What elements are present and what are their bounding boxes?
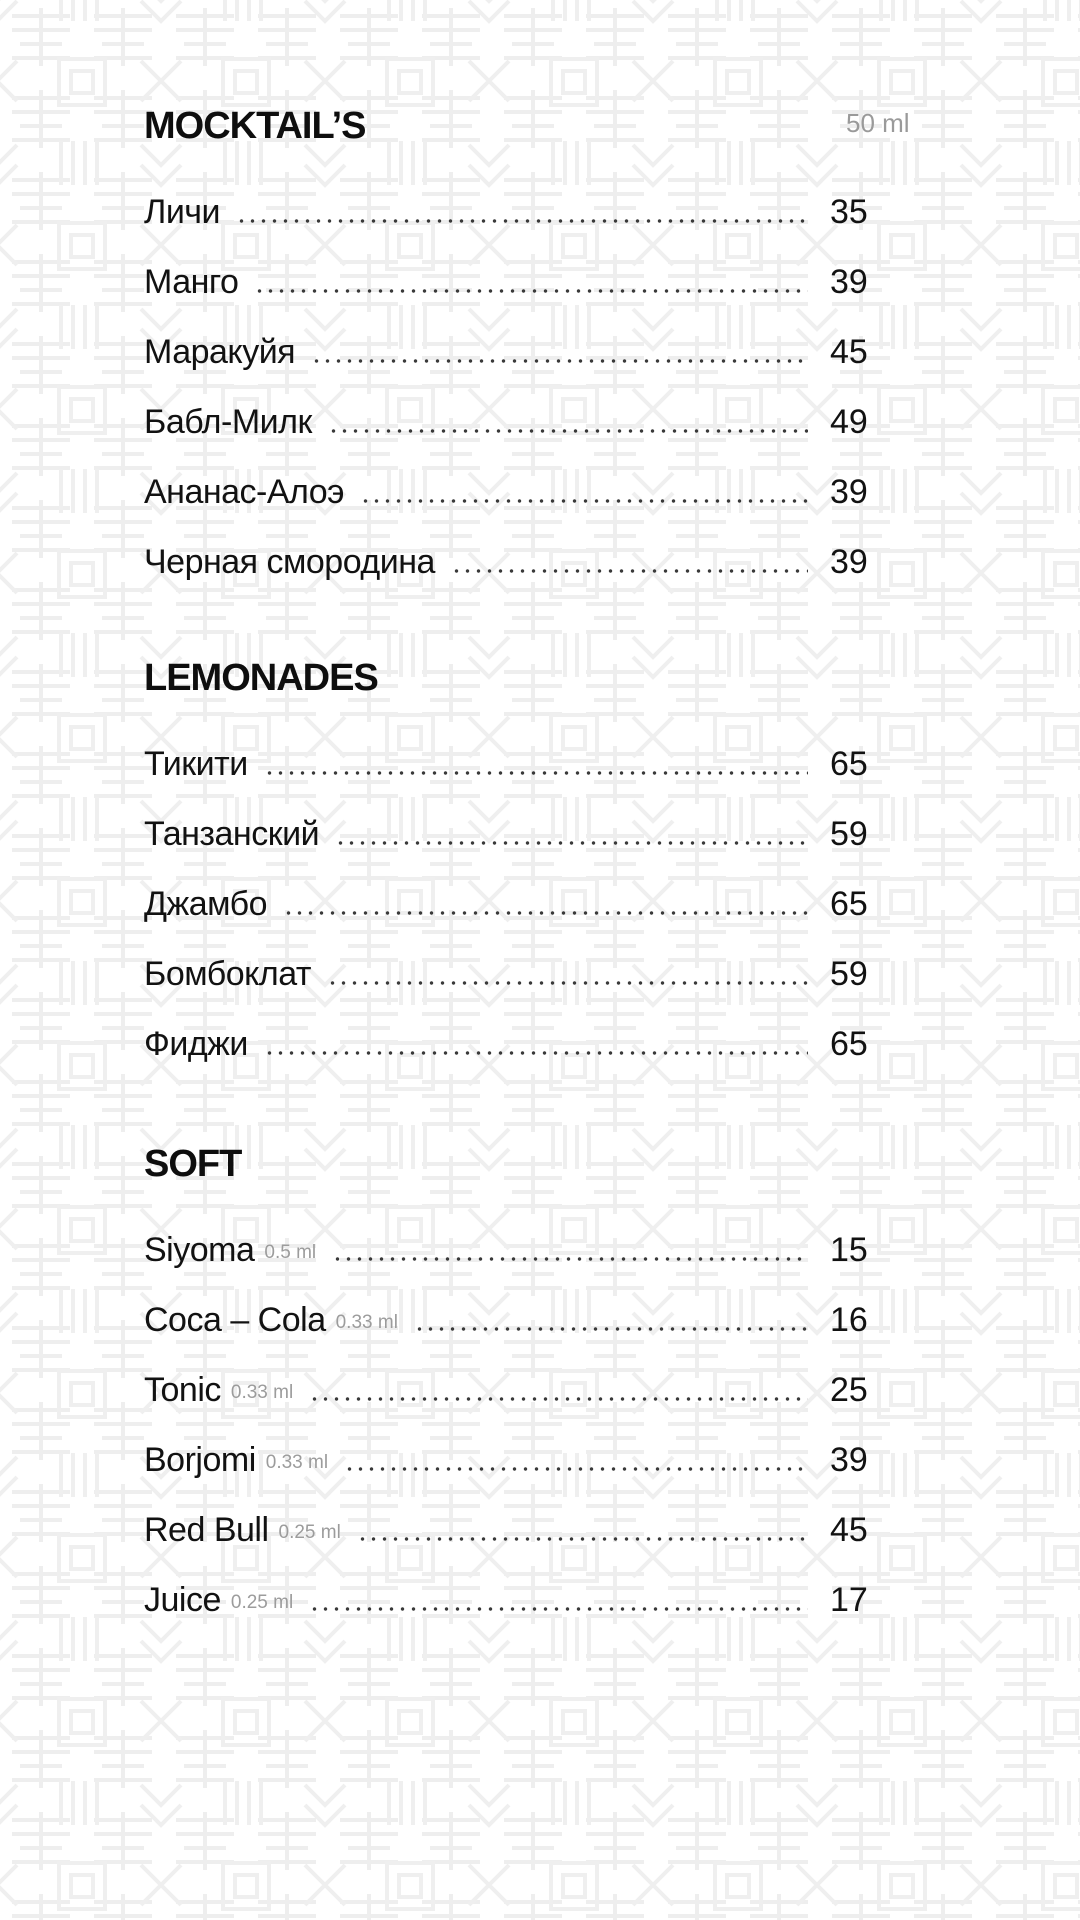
dotted-leader	[236, 218, 808, 224]
item-price: 49	[830, 403, 868, 441]
item-price: 65	[830, 885, 868, 923]
item-name: Бабл-Милк	[144, 403, 312, 441]
menu-item	[144, 1506, 886, 1550]
menu-item	[144, 740, 886, 784]
lemonades-title: LEMONADES	[144, 657, 378, 699]
menu-item	[144, 1366, 886, 1410]
menu-item	[144, 880, 886, 924]
item-price: 65	[830, 1025, 868, 1063]
item-name: Borjomi	[144, 1441, 256, 1479]
dotted-leader	[360, 498, 808, 504]
item-volume: 0.33 ml	[265, 1452, 329, 1473]
dotted-leader	[327, 980, 808, 986]
dotted-leader	[332, 1256, 808, 1262]
item-price: 39	[830, 1441, 868, 1479]
item-price: 15	[830, 1231, 868, 1269]
mocktails-title: MOCKTAIL’S	[144, 105, 366, 147]
item-name: Манго	[144, 263, 239, 301]
item-price: 35	[830, 193, 868, 231]
item-name: Tonic	[144, 1371, 221, 1409]
dotted-leader	[414, 1326, 808, 1332]
item-price: 59	[830, 955, 868, 993]
menu-item	[144, 950, 886, 994]
menu-item	[144, 538, 886, 582]
item-price: 45	[830, 1511, 868, 1549]
menu-item	[144, 188, 886, 232]
dotted-leader	[451, 568, 808, 574]
menu-item	[144, 1436, 886, 1480]
item-volume: 0.25 ml	[230, 1592, 294, 1613]
item-name: Coca – Cola	[144, 1301, 326, 1339]
menu-item	[144, 1576, 886, 1620]
dotted-leader	[344, 1466, 808, 1472]
item-price: 39	[830, 263, 868, 301]
item-name: Siyoma	[144, 1231, 255, 1269]
menu-item	[144, 1226, 886, 1270]
menu-item	[144, 1020, 886, 1064]
dotted-leader	[254, 288, 808, 294]
item-volume: 0.33 ml	[230, 1382, 294, 1403]
item-name: Маракуйя	[144, 333, 296, 371]
dotted-leader	[309, 1396, 808, 1402]
menu-item	[144, 398, 886, 442]
item-volume: 0.33 ml	[335, 1312, 398, 1333]
dotted-leader	[311, 358, 808, 364]
item-price: 45	[830, 333, 868, 371]
item-name: Тикити	[144, 745, 248, 783]
item-name: Red Bull	[144, 1511, 269, 1549]
item-name: Джамбо	[144, 885, 268, 923]
item-price: 16	[830, 1301, 868, 1339]
menu-item	[144, 258, 886, 302]
mocktails-volume-note: 50 ml	[846, 108, 910, 138]
dotted-leader	[335, 840, 808, 846]
menu-item	[144, 810, 886, 854]
menu-item	[144, 468, 886, 512]
item-price: 25	[830, 1371, 868, 1409]
item-name: Juice	[144, 1581, 221, 1619]
item-price: 59	[830, 815, 868, 853]
dotted-leader	[309, 1606, 808, 1612]
dotted-leader	[328, 428, 808, 434]
menu-item	[144, 328, 886, 372]
menu-item	[144, 1296, 886, 1340]
dotted-leader	[264, 770, 808, 776]
item-name: Фиджи	[144, 1025, 248, 1063]
item-name: Ананас-Алоэ	[144, 473, 345, 511]
soft-title: SOFT	[144, 1143, 242, 1185]
item-name: Бомбоклат	[144, 955, 311, 993]
item-name: Черная смородина	[144, 543, 435, 581]
item-name: Личи	[144, 193, 221, 231]
item-name: Танзанский	[144, 815, 320, 853]
item-price: 39	[830, 473, 868, 511]
item-volume: 0.5 ml	[264, 1242, 317, 1263]
item-price: 17	[830, 1581, 868, 1619]
dotted-leader	[264, 1050, 808, 1056]
item-price: 39	[830, 543, 868, 581]
dotted-leader	[357, 1536, 808, 1542]
item-price: 65	[830, 745, 868, 783]
item-volume: 0.25 ml	[278, 1522, 341, 1543]
dotted-leader	[283, 910, 808, 916]
